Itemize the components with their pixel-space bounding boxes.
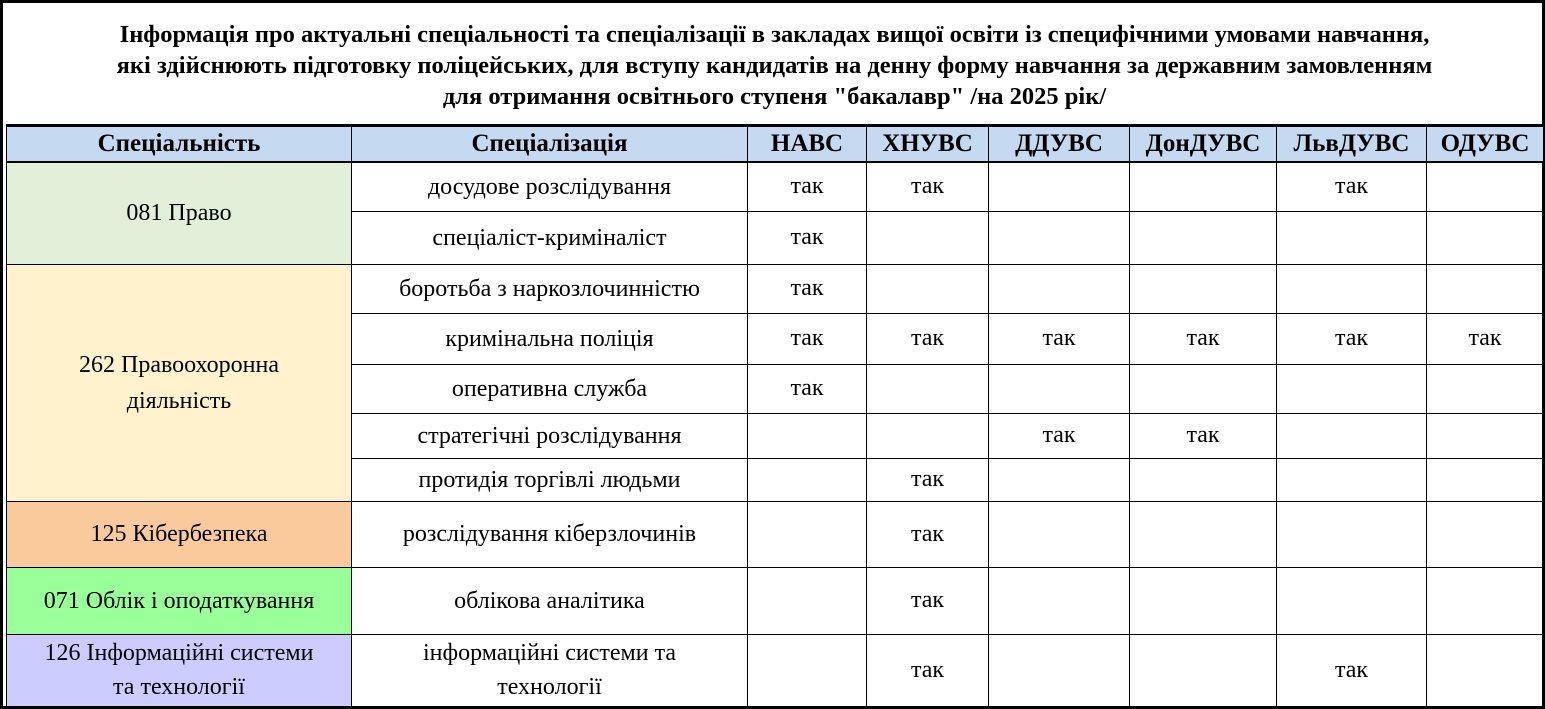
specialization-cell: боротьба з наркозлочинністю xyxy=(352,264,748,313)
page-title xyxy=(6,6,1543,126)
header-donduvs: ДонДУВС xyxy=(1130,127,1277,163)
cell-khnuvs xyxy=(867,211,989,264)
specialty-line-2: та технології xyxy=(113,674,245,700)
specialty-cell xyxy=(7,634,352,706)
cell-oduvs xyxy=(1427,413,1544,458)
specialization-cell: спеціаліст-криміналіст xyxy=(352,211,748,264)
header-dduvs: ДДУВС xyxy=(989,127,1130,163)
header-lvduvs: ЛьвДУВС xyxy=(1277,127,1427,163)
header-specialization: Спеціалізація xyxy=(352,127,748,163)
cell-dduvs xyxy=(989,162,1130,211)
specialization-cell: стратегічні розслідування xyxy=(352,413,748,458)
cell-donduvs xyxy=(1130,634,1277,706)
cell-khnuvs: так xyxy=(867,458,989,501)
cell-dduvs xyxy=(989,501,1130,567)
specialty-line-2: діяльність xyxy=(126,387,232,414)
cell-oduvs xyxy=(1427,458,1544,501)
specialties-table xyxy=(6,126,1544,707)
cell-oduvs: так xyxy=(1427,313,1544,364)
cell-donduvs xyxy=(1130,162,1277,211)
specialization-line-2: технології xyxy=(497,674,602,700)
cell-donduvs xyxy=(1130,364,1277,413)
cell-lvduvs xyxy=(1277,413,1427,458)
cell-navs xyxy=(748,501,867,567)
cell-navs xyxy=(748,634,867,706)
cell-donduvs xyxy=(1130,501,1277,567)
cell-lvduvs xyxy=(1277,264,1427,313)
header-row xyxy=(7,127,1544,163)
specialty-cell: 081 Право xyxy=(7,162,352,264)
cell-dduvs xyxy=(989,458,1130,501)
cell-dduvs: так xyxy=(989,413,1130,458)
cell-oduvs xyxy=(1427,264,1544,313)
cell-navs: так xyxy=(748,364,867,413)
cell-donduvs: так xyxy=(1130,413,1277,458)
specialization-cell: кримінальна поліція xyxy=(352,313,748,364)
table-row xyxy=(7,162,1544,211)
cell-dduvs xyxy=(989,211,1130,264)
cell-dduvs xyxy=(989,567,1130,634)
cell-navs: так xyxy=(748,162,867,211)
cell-lvduvs xyxy=(1277,364,1427,413)
cell-khnuvs: так xyxy=(867,313,989,364)
table-row xyxy=(7,634,1544,706)
header-khnuvs: ХНУВС xyxy=(867,127,989,163)
specialization-cell: облікова аналітика xyxy=(352,567,748,634)
specialty-cell: 125 Кібербезпека xyxy=(7,501,352,567)
cell-navs: так xyxy=(748,211,867,264)
specialization-cell: протидія торгівлі людьми xyxy=(352,458,748,501)
table-row xyxy=(7,501,1544,567)
cell-khnuvs: так xyxy=(867,634,989,706)
cell-oduvs xyxy=(1427,364,1544,413)
cell-lvduvs xyxy=(1277,567,1427,634)
cell-lvduvs xyxy=(1277,211,1427,264)
title-line-3: для отримання освітнього ступеня "бакалавр" /на 2025 рік/ xyxy=(442,82,1107,110)
cell-lvduvs xyxy=(1277,501,1427,567)
cell-dduvs xyxy=(989,634,1130,706)
cell-lvduvs: так xyxy=(1277,162,1427,211)
cell-oduvs xyxy=(1427,211,1544,264)
cell-lvduvs xyxy=(1277,458,1427,501)
cell-lvduvs: так xyxy=(1277,634,1427,706)
specialty-line-1: 126 Інформаційні системи xyxy=(44,640,314,666)
cell-dduvs xyxy=(989,264,1130,313)
cell-khnuvs: так xyxy=(867,501,989,567)
cell-navs xyxy=(748,458,867,501)
cell-dduvs xyxy=(989,364,1130,413)
specialty-line-1: 262 Правоохоронна xyxy=(79,351,279,378)
specialty-cell xyxy=(7,264,352,501)
header-navs: НАВС xyxy=(748,127,867,163)
specialization-cell: розслідування кіберзлочинів xyxy=(352,501,748,567)
cell-donduvs xyxy=(1130,264,1277,313)
cell-donduvs xyxy=(1130,567,1277,634)
table-row xyxy=(7,567,1544,634)
title-line-2: які здійснюють підготовку поліцейських, для вступу кандидатів на денну форму навчання за державним замовленням xyxy=(116,51,1433,79)
cell-navs xyxy=(748,567,867,634)
cell-navs xyxy=(748,413,867,458)
specialization-line-1: інформаційні системи та xyxy=(423,640,676,666)
cell-donduvs xyxy=(1130,458,1277,501)
cell-lvduvs: так xyxy=(1277,313,1427,364)
cell-khnuvs xyxy=(867,364,989,413)
specialty-cell: 071 Облік і оподаткування xyxy=(7,567,352,634)
specialization-cell: досудове розслідування xyxy=(352,162,748,211)
cell-khnuvs xyxy=(867,413,989,458)
cell-oduvs xyxy=(1427,567,1544,634)
cell-khnuvs: так xyxy=(867,162,989,211)
cell-dduvs: так xyxy=(989,313,1130,364)
cell-navs: так xyxy=(748,313,867,364)
cell-donduvs xyxy=(1130,211,1277,264)
table-row xyxy=(7,264,1544,313)
cell-khnuvs xyxy=(867,264,989,313)
header-oduvs: ОДУВС xyxy=(1427,127,1544,163)
cell-oduvs xyxy=(1427,634,1544,706)
specialization-cell: оперативна служба xyxy=(352,364,748,413)
cell-oduvs xyxy=(1427,162,1544,211)
header-specialty: Спеціальність xyxy=(7,127,352,163)
cell-donduvs: так xyxy=(1130,313,1277,364)
cell-oduvs xyxy=(1427,501,1544,567)
cell-navs: так xyxy=(748,264,867,313)
cell-khnuvs: так xyxy=(867,567,989,634)
specialization-cell xyxy=(352,634,748,706)
title-line-1: Інформація про актуальні спеціальності та спеціалізації в закладах вищої освіти із специфічними умовами навчання, xyxy=(119,20,1430,48)
